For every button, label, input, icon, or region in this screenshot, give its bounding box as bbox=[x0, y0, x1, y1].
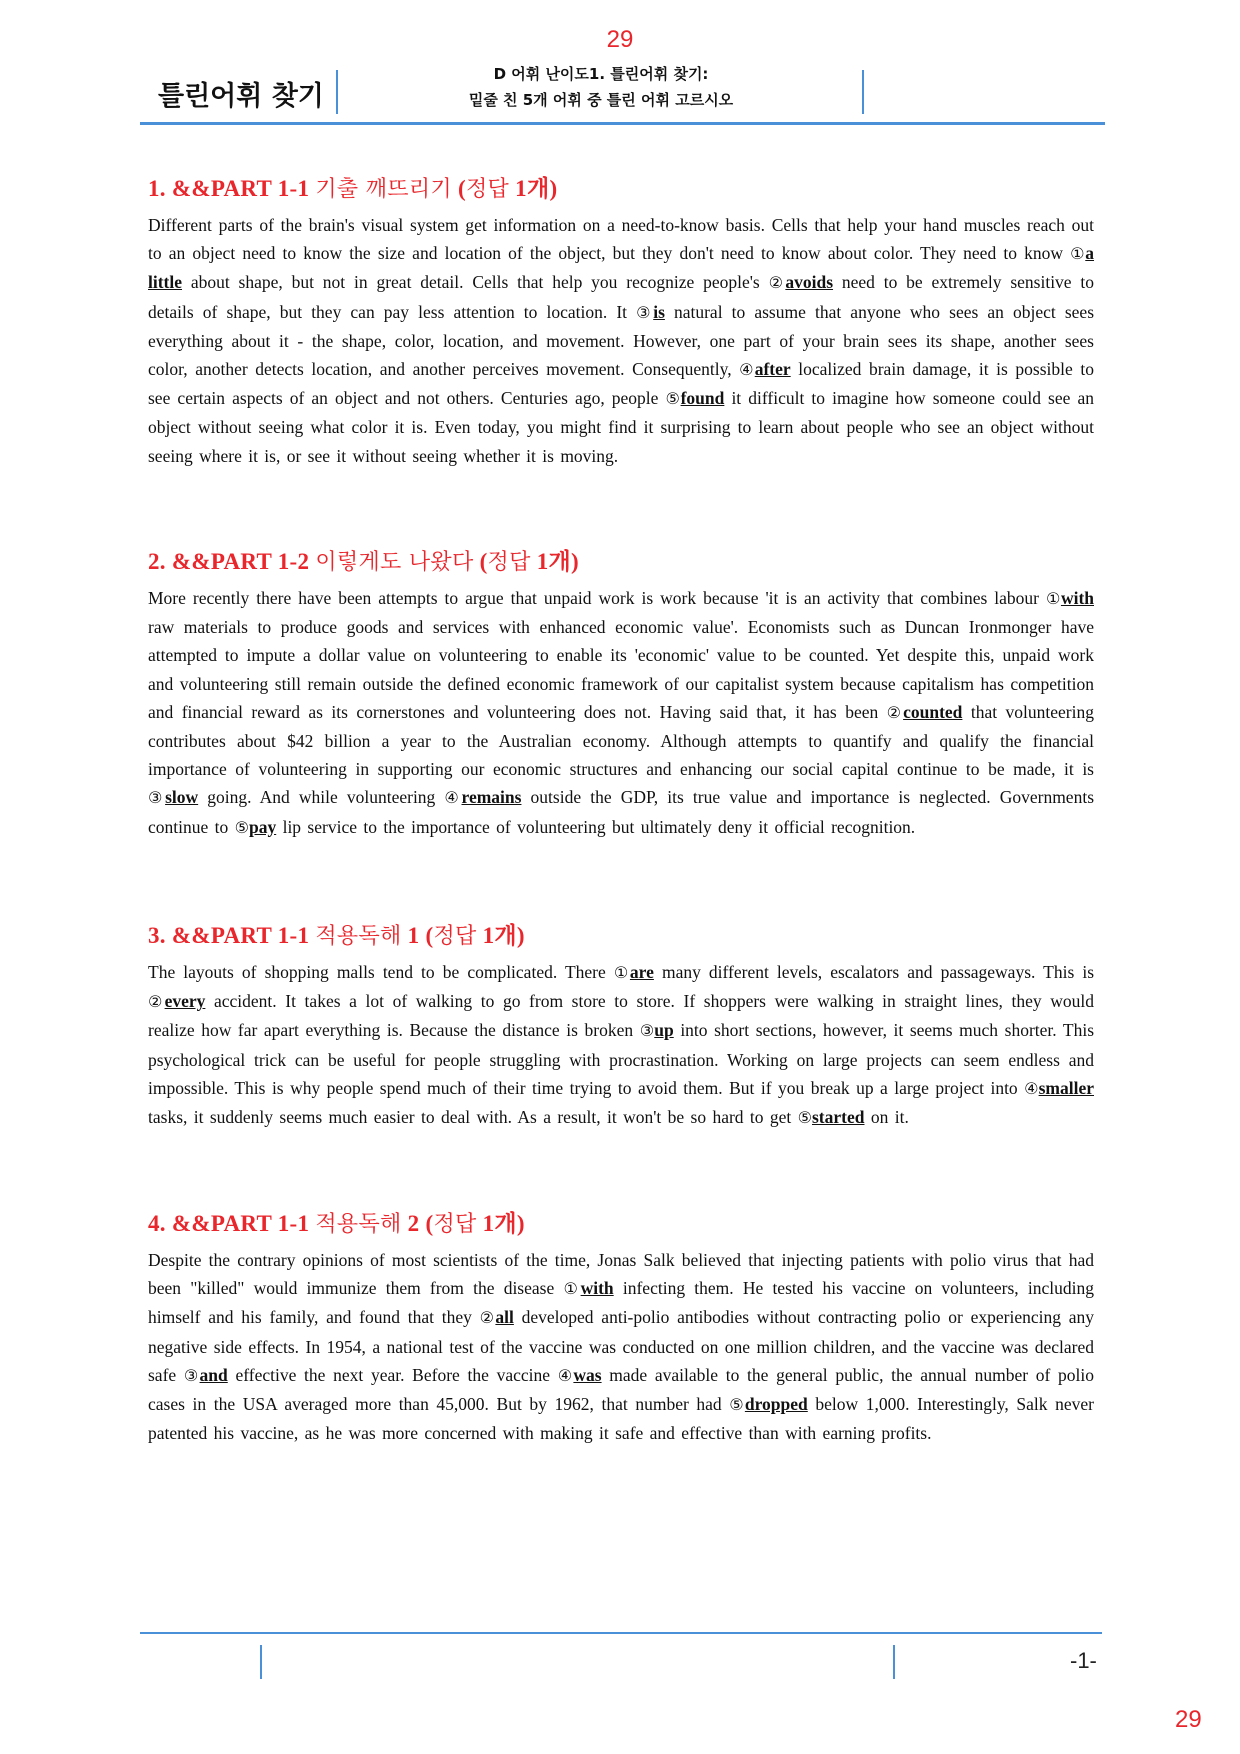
section-4 bbox=[148, 1205, 1094, 1447]
footer-page-label: -1- bbox=[1070, 1648, 1097, 1673]
section-title-prefix: 2. &&PART 1-2 bbox=[148, 549, 316, 574]
passage-text: into short sections, however, it seems much shorter. This psychological trick can be useful for people struggling with procrastination. Working on large projects can seem endless and impossible. This is why people spend much of their time trying to avoid them. But if you break up a large project into bbox=[148, 1020, 1095, 1098]
section-title bbox=[148, 543, 1094, 576]
passage-text: raw materials to produce goods and services with enhanced economic value'. Economists such as Duncan Ironmonger have attempted to impute a dollar value on volunteering to enable its 'economic' value to be counted. Yet despite this, unpaid work and volunteering still remain outside the defined economic framework of our capitalist system because capitalism has competition and financial reward as its cornerstones and volunteering does not. Having said that, it has been bbox=[148, 617, 1094, 722]
underlined-word: remains bbox=[461, 787, 522, 808]
passage-text: More recently there have been attempts to argue that unpaid work is work because 'it is an activity that combines labour bbox=[148, 588, 1046, 608]
underlined-word: found bbox=[680, 388, 725, 409]
header-divider bbox=[336, 70, 338, 114]
underlined-word: dropped bbox=[744, 1394, 808, 1415]
item-number: ② bbox=[768, 273, 786, 293]
header-divider bbox=[862, 70, 864, 114]
section-passage bbox=[148, 1246, 1094, 1447]
header-rule bbox=[140, 122, 1105, 125]
passage-text: that volunteering contributes about $42 billion a year to the Australian economy. Although attempts to quantify and qualify the financial importance of volunteering in supporting our economic structures and enhancing our social capital continue to be made, it is bbox=[148, 701, 1094, 780]
section-answer-count: 1개) bbox=[509, 176, 558, 201]
section-answer-label: 정답 bbox=[487, 550, 531, 575]
section-answer-count: 1개) bbox=[476, 923, 525, 948]
item-number: ④ bbox=[444, 788, 462, 808]
item-number: ③ bbox=[636, 302, 654, 322]
underlined-word: with bbox=[580, 1278, 614, 1299]
underlined-word: a little bbox=[148, 243, 1095, 293]
underlined-word: is bbox=[653, 301, 665, 322]
passage-text: accident. It takes a lot of walking to go from store to store. If shoppers were walking in straight lines, they would realize how far apart everything is. Because the distance is broken bbox=[148, 991, 1095, 1041]
item-number: ① bbox=[1045, 589, 1061, 608]
section-answer-count: 1개) bbox=[476, 1211, 525, 1236]
item-number: ② bbox=[479, 1308, 496, 1328]
passage-text: going. And while volunteering bbox=[198, 787, 445, 808]
passage-text: below 1,000. Interestingly, Salk never patented his vaccine, as he was more concerned with making it safe and effective than with earning profits. bbox=[148, 1394, 1094, 1444]
header-subtitle-line2: 밑줄 친 5개 어휘 중 틀린 어휘 고르시오 bbox=[468, 91, 734, 109]
passage-text: on it. bbox=[864, 1107, 909, 1128]
item-number: ② bbox=[886, 702, 904, 722]
section-1 bbox=[148, 170, 1094, 470]
section-title-korean: 적용독해 bbox=[315, 924, 402, 949]
passage-text: Despite the contrary opinions of most scientists of the time, Jonas Salk believed that injecting patients with polio virus that had been "killed" would immunize them from the disease bbox=[148, 1250, 1094, 1299]
item-number: ① bbox=[1070, 244, 1086, 264]
section-passage bbox=[148, 958, 1094, 1132]
item-number: ⑤ bbox=[729, 1395, 745, 1415]
passage-text: effective the next year. Before the vaccine bbox=[227, 1364, 558, 1385]
section-title-suffix: 1 bbox=[401, 923, 420, 948]
section-2 bbox=[148, 543, 1094, 842]
underlined-word: are bbox=[629, 962, 654, 982]
footer-rule bbox=[140, 1632, 1102, 1634]
item-number: ④ bbox=[557, 1365, 574, 1385]
underlined-word: up bbox=[654, 1020, 674, 1041]
underlined-word: and bbox=[199, 1364, 228, 1385]
header-subtitle-line1: D 어휘 난이도1. 틀린어휘 찾기: bbox=[493, 65, 709, 83]
passage-text: need to be extremely sensitive to details of shape, but they can pay less attention to location. It bbox=[148, 272, 1095, 322]
passage-text: outside the GDP, its true value and importance is neglected. Governments continue to bbox=[148, 787, 1094, 837]
passage-text: Different parts of the brain's visual system get information on a need-to-know basis. Cells that help your hand muscles reach out to an object need to know the size and location of the object, but they don't need to know about color. They need to know bbox=[148, 215, 1094, 264]
item-number: ③ bbox=[639, 1021, 655, 1041]
section-title-suffix: 2 bbox=[401, 1211, 420, 1236]
section-passage bbox=[148, 584, 1094, 842]
passage-text: about shape, but not in great detail. Cells that help you recognize people's bbox=[182, 272, 769, 293]
section-answer-open: ( bbox=[419, 1211, 434, 1236]
underlined-word: every bbox=[164, 991, 206, 1012]
section-answer-label: 정답 bbox=[465, 177, 510, 202]
passage-text: infecting them. He tested his vaccine on volunteers, including himself and his family, and found that they bbox=[148, 1278, 1094, 1328]
page-header bbox=[140, 65, 1105, 124]
underlined-word: slow bbox=[165, 787, 199, 808]
section-3 bbox=[148, 917, 1094, 1132]
section-answer-count: 1개) bbox=[530, 549, 579, 574]
section-answer-open: ( bbox=[451, 176, 466, 201]
underlined-word: all bbox=[495, 1307, 514, 1328]
page-number-bottom: 29 bbox=[1175, 1706, 1202, 1733]
section-title-korean: 이렇게도 나왔다 bbox=[315, 550, 474, 575]
section-title bbox=[148, 917, 1094, 950]
item-number: ④ bbox=[1024, 1078, 1039, 1098]
section-title-prefix: 1. &&PART 1-1 bbox=[148, 176, 316, 201]
section-title-korean: 적용독해 bbox=[315, 1212, 402, 1237]
passage-text: it difficult to imagine how someone could see an object without seeing what color it is. Even today, you might find it surprising to learn about people who see an object without seeing where it is, or see it without seeing whether it is moving. bbox=[148, 388, 1094, 466]
section-title-prefix: 3. &&PART 1-1 bbox=[148, 923, 316, 948]
item-number: ⑤ bbox=[797, 1108, 812, 1128]
item-number: ③ bbox=[183, 1365, 200, 1385]
underlined-word: was bbox=[573, 1364, 602, 1385]
underlined-word: pay bbox=[248, 816, 277, 837]
item-number: ③ bbox=[148, 788, 166, 808]
item-number: ④ bbox=[739, 360, 755, 380]
section-answer-label: 정답 bbox=[433, 924, 477, 949]
item-number: ② bbox=[148, 992, 165, 1012]
passage-text: developed anti-polio antibodies without contracting polio or experiencing any negative side effects. In 1954, a national test of the vaccine was conducted on one million children, and the vaccine was declared safe bbox=[148, 1307, 1094, 1385]
item-number: ⑤ bbox=[234, 817, 249, 837]
item-number: ① bbox=[613, 963, 630, 982]
item-number: ⑤ bbox=[665, 389, 681, 409]
underlined-word: with bbox=[1060, 588, 1094, 608]
section-title bbox=[148, 170, 1094, 203]
footer-divider bbox=[893, 1645, 895, 1679]
section-answer-open: ( bbox=[473, 549, 488, 574]
passage-text: made available to the general public, the annual number of polio cases in the USA averaged more than 45,000. But by 1962, that number had bbox=[148, 1364, 1094, 1415]
underlined-word: smaller bbox=[1038, 1077, 1094, 1098]
underlined-word: avoids bbox=[785, 272, 834, 293]
passage-text: The layouts of shopping malls tend to be complicated. There bbox=[148, 962, 614, 982]
passage-text: localized brain damage, it is possible to see certain aspects of an object and not others. Centuries ago, people bbox=[148, 359, 1094, 409]
passage-text: lip service to the importance of volunteering but ultimately deny it official recognition. bbox=[276, 816, 916, 837]
item-number: ① bbox=[563, 1279, 581, 1299]
header-title: 틀린어휘 찾기 bbox=[158, 81, 324, 112]
footer-divider bbox=[260, 1645, 262, 1679]
section-passage bbox=[148, 211, 1094, 470]
passage-text: natural to assume that anyone who sees an object sees everything about it - the shape, color, location, and movement. However, one part of your brain sees its shape, another sees color, another detects location, and another perceives movement. Consequently, bbox=[148, 301, 1095, 380]
passage-text: many different levels, escalators and passageways. This is bbox=[653, 962, 1095, 982]
section-title-prefix: 4. &&PART 1-1 bbox=[148, 1211, 316, 1236]
section-title-korean: 기출 깨뜨리기 bbox=[315, 177, 452, 202]
section-title bbox=[148, 1205, 1094, 1238]
underlined-word: started bbox=[812, 1107, 865, 1128]
section-answer-label: 정답 bbox=[433, 1212, 477, 1237]
underlined-word: after bbox=[754, 359, 791, 380]
page-number-top: 29 bbox=[606, 26, 634, 53]
underlined-word: counted bbox=[903, 701, 963, 722]
section-answer-open: ( bbox=[419, 923, 434, 948]
passage-text: tasks, it suddenly seems much easier to deal with. As a result, it won't be so hard to get bbox=[148, 1107, 798, 1128]
